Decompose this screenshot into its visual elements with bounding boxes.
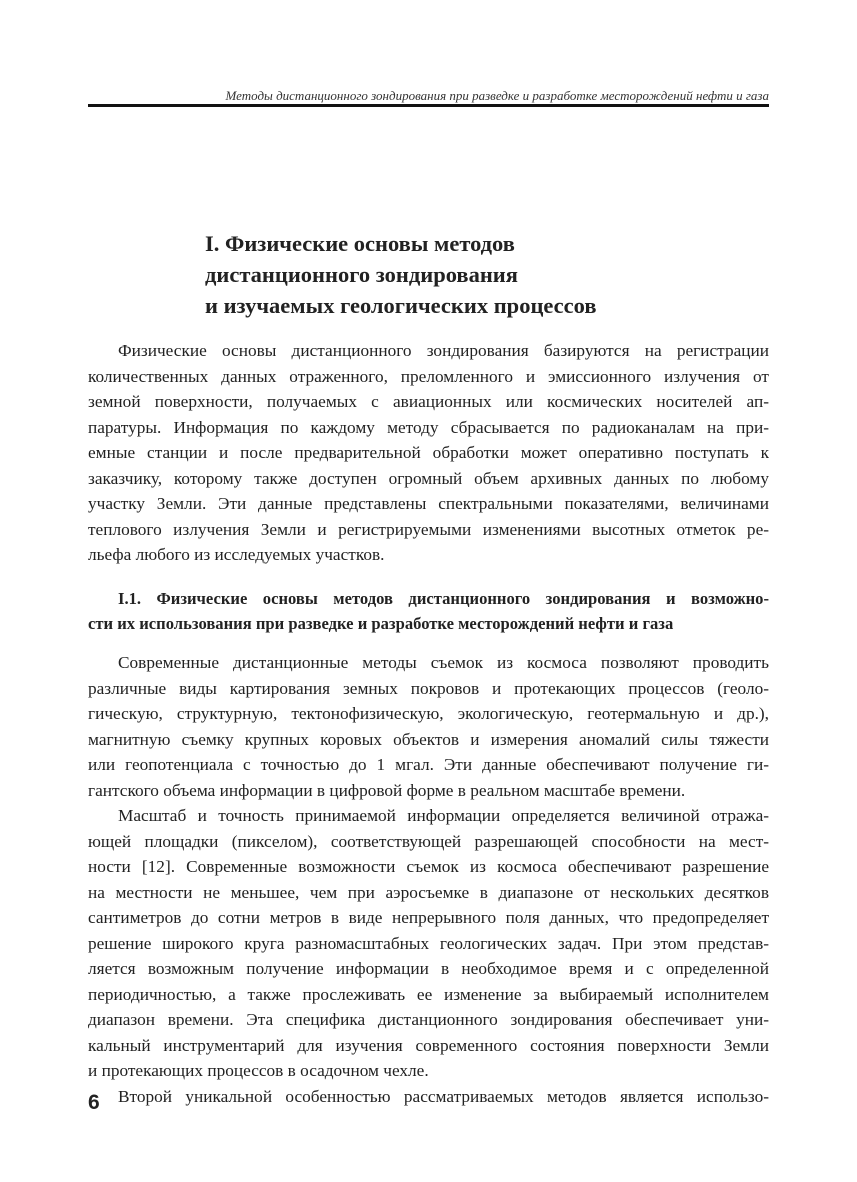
running-header: Методы дистанционного зондирования при разведке и разработке месторождений нефти и газа — [225, 88, 769, 103]
text-line: или геопотенциала с точностью до 1 мгал. Эти данные обеспечивают получение ги- — [88, 755, 769, 774]
text-line: участку Земли. Эти данные представлены спектральными показателями, величинами — [88, 494, 769, 513]
text-line: магнитную съемку крупных коровых объектов и измерения аномалий силы тяжести — [88, 729, 769, 749]
text-line: Второй уникальной особенностью рассматриваемых методов является использо- — [118, 1086, 769, 1106]
chapter-title-line: дистанционного зондирования — [205, 262, 518, 287]
text-line: теплового излучения Земли и регистрируемыми изменениями высотных отметок ре- — [88, 519, 769, 539]
chapter-title-line: I. Физические основы методов — [205, 231, 515, 256]
text-line: Масштаб и точность принимаемой информации определяется величиной отража- — [118, 806, 769, 825]
text-line: емные станции и после предварительной обработки может оперативно поступать к — [88, 443, 769, 462]
section-title-line: сти их использования при разведке и разработке месторождений нефти и газа — [88, 614, 674, 633]
text-line: различные виды картирования земных покровов и протекающих процессов (геоло- — [88, 678, 769, 698]
text-line: количественных данных отраженного, преломленного и эмиссионного излучения от — [88, 366, 769, 386]
text-line: на местности не меньшее, чем при аэросъемке в диапазоне от нескольких десятков — [88, 882, 769, 902]
text-line: ющей площадки (пикселом), соответствующей разрешающей способности на мест- — [88, 831, 769, 851]
text-line: ляется возможным получение информации в необходимое время и с определенной — [88, 959, 769, 978]
text-line: заказчику, которому также доступен огромный объем архивных данных по любому — [88, 468, 769, 488]
chapter-title — [205, 228, 597, 321]
section-title — [88, 586, 769, 636]
text-line: Физические основы дистанционного зондирования базируются на регистрации — [118, 341, 769, 360]
text-line: ности [12]. Современные возможности съемок из космоса обеспечивают разрешение — [88, 857, 769, 876]
body-paragraphs — [88, 650, 769, 1109]
text-line: диапазон времени. Эта специфика дистанционного зондирования обеспечивает уни- — [88, 1010, 769, 1029]
text-line: сантиметров до сотни метров в виде непрерывного поля данных, что предопределяет — [88, 908, 769, 927]
text-line: гантского объема информации в цифровой форме в реальном масштабе времени. — [88, 780, 686, 800]
text-line: и протекающих процессов в осадочном чехле. — [88, 1061, 429, 1080]
text-line: периодичностью, а также прослеживать ее изменение за выбираемый исполнителем — [88, 984, 769, 1004]
header-rule — [88, 104, 769, 107]
section-title-line: I.1. Физические основы методов дистанционного зондирования и возможно- — [118, 589, 769, 608]
chapter-title-line: и изучаемых геологических процессов — [205, 293, 597, 318]
text-line: решение широкого круга разномасштабных геологических задач. При этом представ- — [88, 933, 769, 953]
paragraph-1 — [88, 650, 769, 803]
text-line: гическую, структурную, тектонофизическую, экологическую, геотермальную и др.), — [88, 704, 769, 723]
paragraph-3 — [88, 1084, 769, 1110]
text-line: земной поверхности, получаемых с авиационных или космических носителей ап- — [88, 392, 769, 411]
paragraph-2 — [88, 803, 769, 1084]
text-line: кальный инструментарий для изучения современного состояния поверхности Земли — [88, 1035, 769, 1055]
page-number: 6 — [88, 1091, 100, 1114]
text-line: льефа любого из исследуемых участков. — [88, 545, 385, 564]
text-line: паратуры. Информация по каждому методу сбрасывается по радиоканалам на при- — [88, 417, 769, 437]
intro-paragraph — [88, 338, 769, 568]
text-line: Современные дистанционные методы съемок из космоса позволяют проводить — [118, 653, 769, 672]
